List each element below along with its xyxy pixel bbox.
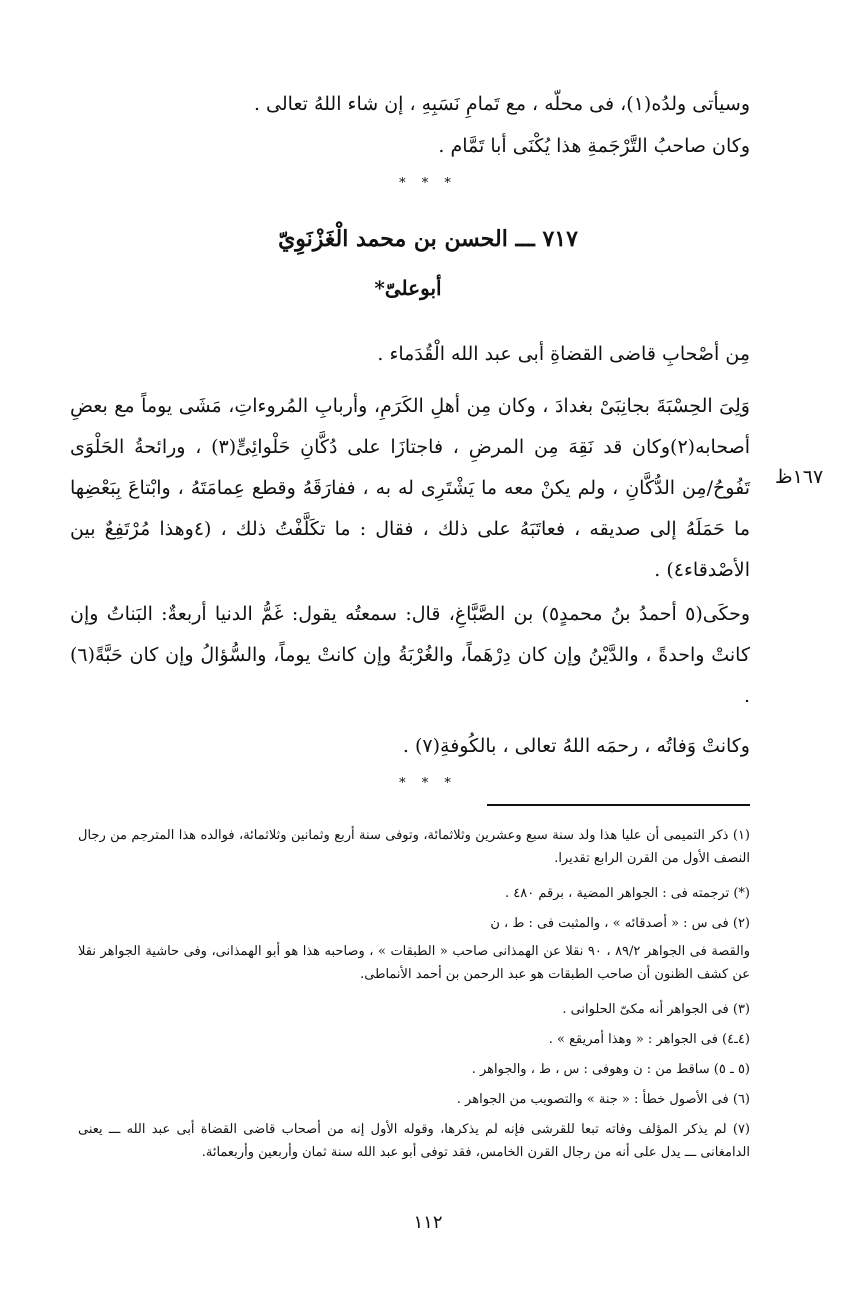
entry-title: ٧١٧ ـــ الحسن بن محمد الْغَزْنَوِيّ <box>278 226 578 252</box>
footnote-3: (٣) فى الجواهر أنه مكىّ الحلوانى . <box>562 1002 750 1017</box>
footnote-4: (٤ـ٤) فى الجواهر : « وهذا أمريقع » . <box>548 1032 750 1047</box>
footnote-7: (٧) لم يذكر المؤلف وفاته تبعا للقرشى فإنه لم يذكرها، وقوله الأول إنه من أصحاب قاضى القضاة أبى عبد الله ـــ يعنى الدامغانى ـــ يدل على أنه من رجال القرن الخامس، فقد توفى أبو عبد الله سنة ثمان وأربعين وأربعمائة. <box>78 1122 750 1160</box>
page-number: ١١٢ <box>413 1212 443 1233</box>
footnote-divider <box>487 804 750 806</box>
section-separator-top: * * * <box>399 176 457 191</box>
intro-line-1: وسيأتى ولدُه(١)، فى محلّه ، مع تَمامِ نَسَبِهِ ، إن شاء اللهُ تعالى . <box>253 93 750 115</box>
footnote-2: (٢) فى س : « أصدقائه » ، والمثبت فى : ط ، ن <box>490 916 750 931</box>
manuscript-folio-note: ١٦٧ظ <box>775 466 824 488</box>
footnote-1: (١) ذكر التميمى أن عليا هذا ولد سنة سبع وعشرين وثلاثمائة، وتوفى سنة أربع وثمانين وثلاثمائة، فوالده هذا المترجم من رجال النصف الأول من القرن الرابع تقديرا. <box>78 828 750 866</box>
paragraph-death: وكانتْ وَفاتُه ، رحمَه اللهُ تعالى ، بالكُوفةِ(٧) . <box>402 735 750 757</box>
paragraph-companions: مِن أصْحابِ قاضى القضاةِ أبى عبد الله الْقُدَماء . <box>377 343 750 365</box>
paragraph-sorrows: وحكَى(٥ أحمدُ بنُ محمدٍ٥) بن الصَّبَّاغِ، قال: سمعتُه يقول: غَمُّ الدنيا أربعةٌ: البَناتُ وإن كانتْ واحدةً ، والدَّيْنُ وإن كان دِرْهَماً، والغُرْبَةُ وإن كانتْ يوماً، والسُّؤالُ وإن كان حَبَّةً(٦) . <box>70 603 750 707</box>
intro-line-2: وكان صاحبُ التَّرْجَمةِ هذا يُكْنَى أبا تَمَّام . <box>438 135 750 157</box>
section-separator-bottom: * * * <box>399 776 457 791</box>
entry-kunya: أبوعلىّ* <box>374 276 442 300</box>
footnote-star: (*) ترجمته فى : الجواهر المضية ، برقم ٤٨٠ . <box>504 886 750 901</box>
footnote-6: (٦) فى الأصول خطأ : « جنة » والتصويب من الجواهر . <box>456 1092 750 1107</box>
footnote-5: (٥ ـ ٥) ساقط من : ن وهوفى : س ، ط ، والجواهر . <box>471 1062 750 1077</box>
footnote-2-continued: والقصة فى الجواهر ٨٩/٢ ، ٩٠ نقلا عن الهمذانى صاحب « الطبقات » ، وصاحبه هذا هو أبو الهمذانى، وفى حاشية الجواهر نقلا عن كشف الظنون أن صاحب الطبقات هو عبد الرحمن بن أحمد الأنماطى. <box>78 944 750 982</box>
paragraph-hisba: وَلِىَ الحِسْبَةَ بجانِبَىْ بغدادَ ، وكان مِن أهلِ الكَرَمِ، وأربابِ المُروءاتِ، مَشَى يوماً مع بعضِ أصحابه(٢)وكان قد نَقِهَ مِن المرضِ ، فاجتازَا على دُكَّانِ حَلْوائِىٍّ(٣) ، ورائحةُ الحَلْوَى تَفُوحُ/مِن الدُّكَّانِ ، ولم يكنْ معه ما يَشْتَرِى له به ، ففارَقَهُ وقطع عِمامَتَهُ ، وابْتاعَ بِبَعْضِها ما حَمَلَهُ إلى صديقه ، فعاتَبَهُ على ذلك ، فقال : ما تكَلَّفْتُ ذلك ، (٤وهذا مُرْتَفِعٌ بين الأصْدقاء٤) . <box>70 395 751 581</box>
